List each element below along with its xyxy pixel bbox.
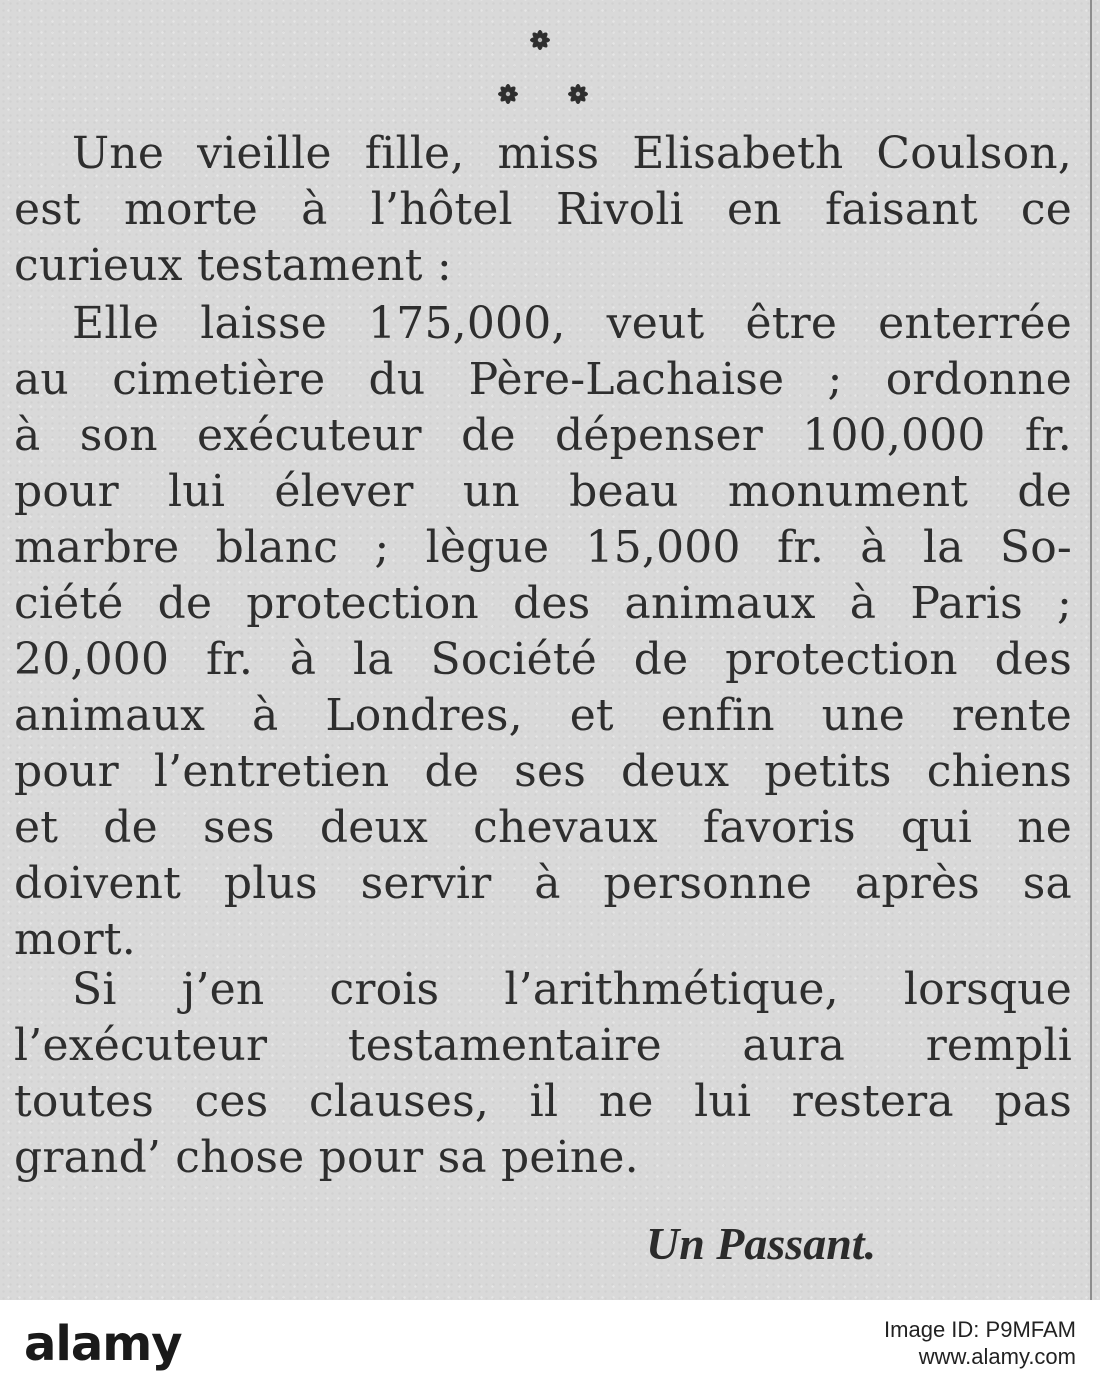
column-rule xyxy=(1090,0,1092,1300)
text-line: à son exécuteur de dépenser 100,000 fr. xyxy=(14,410,1072,461)
paragraph-3 xyxy=(14,962,1072,1186)
paragraph-1 xyxy=(14,126,1072,294)
text-line: ciété de protection des animaux à Paris ; xyxy=(14,578,1072,629)
text-line: est morte à l’hôtel Rivoli en faisant ce xyxy=(14,184,1072,235)
text-line: pour l’entretien de ses deux petits chiens xyxy=(14,746,1072,797)
site-link[interactable]: www.alamy.com xyxy=(918,1344,1076,1369)
text-line: et de ses deux chevaux favoris qui ne xyxy=(14,802,1072,853)
text-line: doivent plus servir à personne après sa xyxy=(14,858,1072,909)
signature: Un Passant. xyxy=(646,1218,877,1269)
alamy-logo[interactable]: alamy xyxy=(24,1316,182,1372)
text-line: toutes ces clauses, il ne lui restera pas xyxy=(14,1076,1072,1127)
text-line: marbre blanc ; lègue 15,000 fr. à la So- xyxy=(14,522,1072,573)
text-line: Elle laisse 175,000, veut être enterrée xyxy=(72,298,1072,349)
text-line: 20,000 fr. à la Société de protection des xyxy=(14,634,1072,685)
paragraph-2 xyxy=(14,296,1072,968)
text-line: pour lui élever un beau monument de xyxy=(14,466,1072,517)
text-line: animaux à Londres, et enfin une rente xyxy=(14,690,1072,741)
text-line: au cimetière du Père-Lachaise ; ordonne xyxy=(14,354,1072,405)
text-line: l’exécuteur testamentaire aura rempli xyxy=(14,1020,1072,1071)
text-line: grand’ chose pour sa peine. xyxy=(14,1132,639,1183)
image-meta xyxy=(884,1316,1076,1370)
text-line: mort. xyxy=(14,914,136,965)
image-id-label: Image ID: P9MFAM xyxy=(884,1317,1076,1342)
text-line: Si j’en crois l’arithmétique, lorsque xyxy=(72,964,1072,1015)
text-line: curieux testament : xyxy=(14,240,452,291)
asterism-ornament-icon xyxy=(460,18,620,118)
text-line: Une vieille fille, miss Elisabeth Coulson, xyxy=(72,128,1072,179)
stock-footer xyxy=(0,1300,1100,1390)
